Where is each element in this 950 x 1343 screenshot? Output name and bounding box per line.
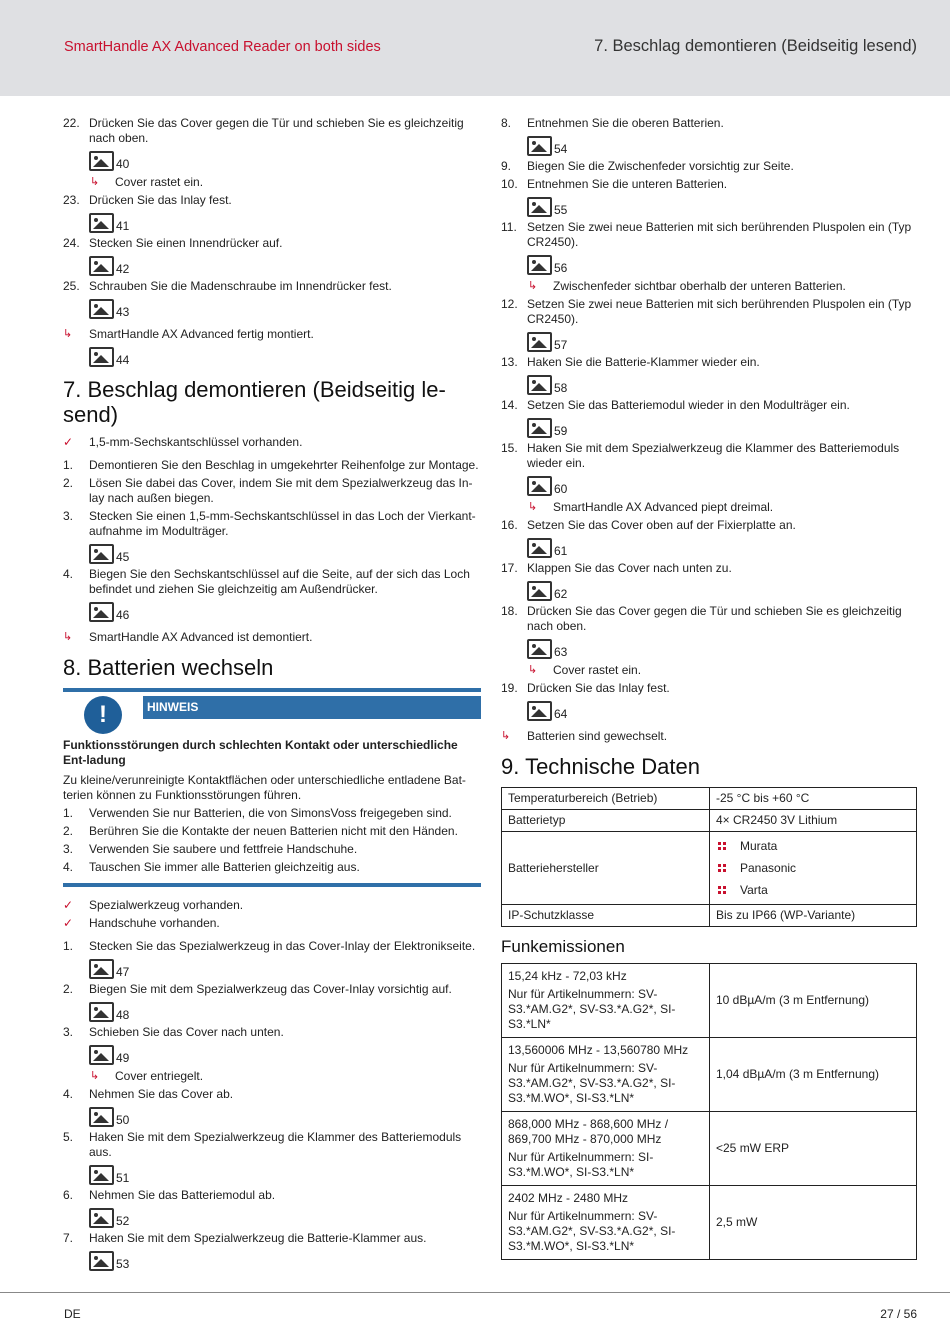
figure-reference [89,1249,481,1271]
step-text: Nehmen Sie das Cover ab. [89,1087,234,1101]
image-placeholder-icon [89,602,114,622]
figure-reference [89,542,481,564]
step-text: Drücken Sie das Inlay fest. [527,681,670,695]
instruction-step [63,458,481,473]
table-row [502,1038,917,1112]
result-text: Batterien sind gewechselt. [527,729,668,743]
figure-reference [527,330,919,352]
image-placeholder-icon [527,418,552,438]
table-value: 4× CR2450 3V Lithium [710,810,917,832]
step-text: Stecken Sie einen Innendrücker auf. [89,236,283,250]
section-heading-9: 9. Technische Daten [501,754,700,779]
figure-number: 63 [554,645,568,659]
image-placeholder-icon [527,476,552,496]
figure-number: 46 [116,608,130,622]
prerequisite [63,916,481,931]
step-number: 13. [501,355,518,369]
instruction-step [63,1188,481,1203]
frequency-range: 15,24 kHz - 72,03 kHz [508,969,627,983]
table-key: IP-Schutzklasse [502,905,710,927]
instruction-step [63,939,481,954]
figure-reference [89,345,481,367]
frequency-range: 13,560006 MHz - 13,560780 MHz [508,1043,689,1057]
image-placeholder-icon [89,347,114,367]
image-placeholder-icon [89,151,114,171]
instruction-step [63,1087,481,1102]
instruction-step [501,159,919,174]
article-note: Nur für Artikelnummern: SI-S3.*M.WO*, SI-S3.*LN* [508,1150,654,1179]
step-result [63,1069,481,1084]
step-number: 2. [63,824,74,838]
step-text: Setzen Sie das Cover oben auf der Fixierplatte an. [527,518,796,532]
figure-number: 43 [116,305,130,319]
prerequisite-text: Handschuhe vorhanden. [89,916,220,930]
notice-text: Zu kleine/verunreinigte Kontaktflächen oder unterschiedliche entladene Bat-terien können zu Funktionsstörungen führen. [63,773,466,802]
table-row [502,1186,917,1260]
step-number: 6. [63,1188,74,1202]
step-number: 3. [63,842,74,856]
instruction-step [63,116,481,146]
image-placeholder-icon [527,701,552,721]
table-row [502,964,917,1038]
prerequisite [63,435,481,450]
figure-reference [89,254,481,276]
emission-value: <25 mW ERP [710,1112,917,1186]
result-text: SmartHandle AX Advanced piept dreimal. [553,500,774,514]
image-placeholder-icon [89,1208,114,1228]
figure-number: 62 [554,587,568,601]
image-placeholder-icon [89,256,114,276]
figure-number: 60 [554,482,568,496]
instruction-step [63,509,481,539]
step-number: 9. [501,159,512,173]
step-number: 18. [501,604,518,618]
checkmark-icon: ✓ [63,898,74,912]
section-heading-8: 8. Batterien wechseln [63,655,274,680]
figure-reference [89,149,481,171]
figure-reference [89,297,481,319]
result-text: SmartHandle AX Advanced fertig montiert. [89,327,314,341]
radio-emissions-heading: Funkemissionen [501,937,625,956]
step-number: 15. [501,441,518,455]
figure-number: 59 [554,424,568,438]
step-number: 4. [63,567,74,581]
step-number: 5. [63,1130,74,1144]
step-text: Schieben Sie das Cover nach unten. [89,1025,284,1039]
result-arrow-icon: ↳ [528,501,538,513]
instruction-step [63,982,481,997]
figure-reference [89,1105,481,1127]
manufacturer-item: Murata [716,835,910,857]
figure-reference [527,579,919,601]
image-placeholder-icon [89,213,114,233]
product-name: SmartHandle AX Advanced Reader on both sides [64,39,381,55]
figure-reference [89,600,481,622]
step-result [501,500,919,515]
figure-reference [89,1206,481,1228]
figure-reference [527,195,919,217]
step-number: 4. [63,1087,74,1101]
figure-reference [527,253,919,275]
instruction-step [501,116,919,131]
instruction-step [501,518,919,533]
frequency-range: 868,000 MHz - 868,600 MHz / 869,700 MHz - 870,000 MHz [508,1117,669,1146]
image-placeholder-icon [89,1165,114,1185]
tech-data-table [501,787,917,927]
instruction-step [63,806,481,821]
step-number: 2. [63,476,74,490]
page-number: 27 / 56 [880,1307,917,1321]
manufacturer-list [716,835,910,901]
left-column [63,113,481,1271]
final-result [63,630,481,645]
emission-value: 2,5 mW [710,1186,917,1260]
step-number: 1. [63,939,74,953]
result-arrow-icon: ↳ [90,176,100,188]
step-number: 23. [63,193,80,207]
figure-reference [527,637,919,659]
figure-number: 54 [554,142,568,156]
figure-number: 45 [116,550,130,564]
page-header [0,0,950,96]
frequency-range: 2402 MHz - 2480 MHz [508,1191,629,1205]
figure-reference [527,416,919,438]
image-placeholder-icon [527,332,552,352]
figure-reference [527,699,919,721]
image-placeholder-icon [89,959,114,979]
image-placeholder-icon [527,136,552,156]
step-number: 1. [63,806,74,820]
figure-number: 61 [554,544,568,558]
instruction-step [501,604,919,634]
figure-reference [527,134,919,156]
figure-number: 47 [116,965,130,979]
instruction-step [501,220,919,250]
step-text: Verwenden Sie saubere und fettfreie Handschuhe. [89,842,358,856]
table-value: -25 °C bis +60 °C [710,788,917,810]
step-number: 4. [63,860,74,874]
step-text: Entnehmen Sie die oberen Batterien. [527,116,724,130]
notice-title: Funktionsstörungen durch schlechten Kontakt oder unterschiedliche Ent-ladung [63,738,458,767]
result-text: Zwischenfeder sichtbar oberhalb der unteren Batterien. [553,279,846,293]
figure-reference [89,957,481,979]
result-arrow-icon: ↳ [90,1070,100,1082]
article-note: Nur für Artikelnummern: SV-S3.*AM.G2*, SV-S3.*A.G2*, SI-S3.*M.WO*, SI-S3.*LN* [508,1061,676,1105]
table-value [710,832,917,905]
frequency-cell [502,1186,710,1260]
step-text: Tauschen Sie immer alle Batterien gleichzeitig aus. [89,860,360,874]
image-placeholder-icon [527,639,552,659]
step-text: Drücken Sie das Inlay fest. [89,193,232,207]
spacer [63,887,481,895]
image-placeholder-icon [527,197,552,217]
figure-reference [527,373,919,395]
result-arrow-icon: ↳ [501,730,511,742]
instruction-step [63,193,481,208]
step-result [63,175,481,190]
step-number: 12. [501,297,518,311]
step-number: 25. [63,279,80,293]
figure-number: 49 [116,1051,130,1065]
image-placeholder-icon [89,299,114,319]
table-row [502,1112,917,1186]
table-row [502,832,917,905]
instruction-step [63,236,481,251]
image-placeholder-icon [527,538,552,558]
result-text: SmartHandle AX Advanced ist demontiert. [89,630,313,644]
figure-number: 53 [116,1257,130,1271]
step-text: Drücken Sie das Cover gegen die Tür und schieben Sie es gleichzeitig nach oben. [89,116,464,145]
table-key: Batterietyp [502,810,710,832]
page-footer [0,1292,950,1321]
step-text: Stecken Sie das Spezialwerkzeug in das Cover-Inlay der Elektronikseite. [89,939,476,953]
step-text: Schrauben Sie die Madenschraube im Innendrücker fest. [89,279,392,293]
figure-reference [527,536,919,558]
result-arrow-icon: ↳ [63,328,73,340]
instruction-step [63,567,481,597]
table-value: Bis zu IP66 (WP-Variante) [710,905,917,927]
frequency-cell [502,964,710,1038]
result-text: Cover rastet ein. [553,663,642,677]
result-text: Cover entriegelt. [115,1069,204,1083]
table-key: Batteriehersteller [502,832,710,905]
step-text: Entnehmen Sie die unteren Batterien. [527,177,728,191]
image-placeholder-icon [89,1251,114,1271]
image-placeholder-icon [527,375,552,395]
emission-value: 1,04 dBµA/m (3 m Entfernung) [710,1038,917,1112]
step-number: 3. [63,1025,74,1039]
figure-number: 40 [116,157,130,171]
instruction-step [501,681,919,696]
radio-emissions-table [501,963,917,1260]
step-text: Setzen Sie zwei neue Batterien mit sich berührenden Pluspolen ein (Typ CR2450). [527,297,912,326]
step-text: Setzen Sie zwei neue Batterien mit sich berührenden Pluspolen ein (Typ CR2450). [527,220,912,249]
step-text: Haken Sie die Batterie-Klammer wieder ein. [527,355,760,369]
image-placeholder-icon [89,1002,114,1022]
instruction-step [501,561,919,576]
step-result [501,279,919,294]
step-text: Demontieren Sie den Beschlag in umgekehrter Reihenfolge zur Montage. [89,458,479,472]
table-row [502,788,917,810]
figure-reference [89,211,481,233]
step-text: Berühren Sie die Kontakte der neuen Batterien nicht mit den Händen. [89,824,458,838]
frequency-cell [502,1038,710,1112]
instruction-step [63,476,481,506]
instruction-step [63,279,481,294]
result-arrow-icon: ↳ [528,664,538,676]
step-text: Klappen Sie das Cover nach unten zu. [527,561,732,575]
step-number: 10. [501,177,518,191]
figure-number: 42 [116,262,130,276]
language-code: DE [64,1307,81,1321]
step-text: Drücken Sie das Cover gegen die Tür und schieben Sie es gleichzeitig nach oben. [527,604,902,633]
final-result [501,729,919,744]
instruction-step [63,860,481,875]
step-text: Stecken Sie einen 1,5-mm-Sechskantschlüssel in das Loch der Vierkant-aufnahme im Modulträger. [89,509,476,538]
notice-icon-wrap [63,692,143,734]
figure-number: 41 [116,219,130,233]
article-note: Nur für Artikelnummern: SV-S3.*AM.G2*, SV-S3.*A.G2*, SI-S3.*M.WO*, SI-S3.*LN* [508,1209,676,1253]
figure-number: 51 [116,1171,130,1185]
image-placeholder-icon [89,1107,114,1127]
step-number: 3. [63,509,74,523]
image-placeholder-icon [89,1045,114,1065]
step-text: Biegen Sie mit dem Spezialwerkzeug das Cover-Inlay vorsichtig auf. [89,982,452,996]
figure-number: 55 [554,203,568,217]
table-row [502,810,917,832]
step-text: Haken Sie mit dem Spezialwerkzeug die Batterie-Klammer aus. [89,1231,427,1245]
notice-header [63,692,481,734]
step-result [501,663,919,678]
instruction-step [501,398,919,413]
step-number: 1. [63,458,74,472]
image-placeholder-icon [89,544,114,564]
step-number: 7. [63,1231,74,1245]
manufacturer-item: Varta [716,879,910,901]
result-text: Cover rastet ein. [115,175,204,189]
figure-reference [89,1043,481,1065]
final-result [63,327,481,342]
notice-box [63,688,481,887]
step-number: 11. [501,220,517,234]
step-number: 19. [501,681,518,695]
section-heading-7: 7. Beschlag demontieren (Beidseitig le- send) [63,377,446,427]
notice-label: HINWEIS [143,696,481,719]
table-key: Temperaturbereich (Betrieb) [502,788,710,810]
exclamation-icon: ! [84,696,122,734]
frequency-cell [502,1112,710,1186]
figure-number: 44 [116,353,130,367]
prerequisite-text: Spezialwerkzeug vorhanden. [89,898,244,912]
step-text: Lösen Sie dabei das Cover, indem Sie mit dem Spezialwerkzeug das In-lay nach außen biegen. [89,476,473,505]
step-text: Haken Sie mit dem Spezialwerkzeug die Klammer des Batteriemoduls aus. [89,1130,462,1159]
figure-number: 52 [116,1214,130,1228]
image-placeholder-icon [527,255,552,275]
figure-reference [527,474,919,496]
figure-number: 50 [116,1113,130,1127]
instruction-step [63,842,481,857]
figure-number: 57 [554,338,568,352]
image-placeholder-icon [527,581,552,601]
chapter-title: 7. Beschlag demontieren (Beidseitig lesend) [594,37,917,55]
result-arrow-icon: ↳ [528,280,538,292]
step-text: Biegen Sie den Sechskantschlüssel auf die Seite, auf der sich das Loch befindet und ziehen Sie gleichzeitig am Außendrücker. [89,567,470,596]
instruction-step [63,1231,481,1246]
figure-reference [89,1000,481,1022]
step-number: 16. [501,518,518,532]
figure-number: 58 [554,381,568,395]
step-number: 22. [63,116,80,130]
step-text: Verwenden Sie nur Batterien, die von SimonsVoss freigegeben sind. [89,806,452,820]
step-text: Nehmen Sie das Batteriemodul ab. [89,1188,276,1202]
step-number: 24. [63,236,80,250]
checkmark-icon: ✓ [63,435,74,449]
instruction-step [63,1025,481,1040]
manufacturer-item: Panasonic [716,857,910,879]
checkmark-icon: ✓ [63,916,74,930]
instruction-step [63,824,481,839]
step-text: Haken Sie mit dem Spezialwerkzeug die Klammer des Batteriemoduls wieder ein. [527,441,900,470]
step-text: Biegen Sie die Zwischenfeder vorsichtig zur Seite. [527,159,794,173]
prerequisite [63,898,481,913]
step-number: 2. [63,982,74,996]
prerequisite-text: 1,5-mm-Sechskantschlüssel vorhanden. [89,435,303,449]
result-arrow-icon: ↳ [63,631,73,643]
figure-number: 48 [116,1008,130,1022]
step-number: 8. [501,116,512,130]
step-number: 17. [501,561,518,575]
step-number: 14. [501,398,518,412]
instruction-step [501,177,919,192]
article-note: Nur für Artikelnummern: SV-S3.*AM.G2*, SV-S3.*A.G2*, SI-S3.*LN* [508,987,676,1031]
step-text: Setzen Sie das Batteriemodul wieder in den Modulträger ein. [527,398,850,412]
right-column [501,113,919,1260]
emission-value: 10 dBµA/m (3 m Entfernung) [710,964,917,1038]
figure-number: 64 [554,707,568,721]
figure-number: 56 [554,261,568,275]
instruction-step [501,297,919,327]
instruction-step [501,355,919,370]
table-row [502,905,917,927]
instruction-step [63,1130,481,1160]
instruction-step [501,441,919,471]
figure-reference [89,1163,481,1185]
